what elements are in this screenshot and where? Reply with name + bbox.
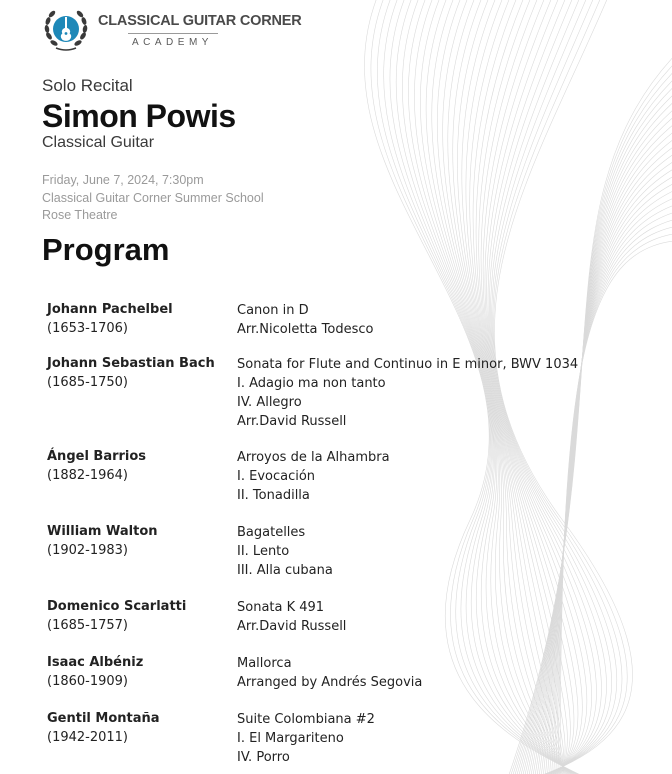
work-details (237, 523, 647, 580)
work-line: I. Adagio ma non tanto (237, 376, 386, 391)
composer (47, 523, 232, 560)
work-details (237, 654, 647, 692)
work-line: III. Alla cubana (237, 563, 333, 578)
work-title: Mallorca (237, 656, 292, 671)
composer-name: Isaac Albéniz (47, 655, 144, 670)
composer-dates: (1902-1983) (47, 543, 129, 558)
performer-name: Simon Powis (42, 98, 236, 134)
event-name: Classical Guitar Corner Summer School (42, 190, 264, 205)
composer-name: Domenico Scarlatti (47, 599, 187, 614)
work-line: Arr.Nicoletta Todesco (237, 322, 374, 337)
logo-divider (128, 33, 218, 34)
composer-dates: (1882-1964) (47, 468, 129, 483)
composer-dates: (1942-2011) (47, 730, 129, 745)
composer-name: Ángel Barrios (47, 449, 147, 464)
composer (47, 598, 232, 635)
composer-dates: (1653-1706) (47, 321, 129, 336)
event-venue: Rose Theatre (42, 208, 118, 222)
work-title: Sonata for Flute and Continuo in E minor, BWV 1034 (237, 357, 579, 372)
work-line: Arr.David Russell (237, 619, 347, 634)
work-title: Suite Colombiana #2 (237, 712, 375, 727)
work-title: Bagatelles (237, 525, 306, 540)
instrument: Classical Guitar (42, 134, 155, 151)
work-line: Arranged by Andrés Segovia (237, 675, 423, 690)
work-details (237, 355, 647, 431)
composer (47, 710, 232, 747)
work-title: Sonata K 491 (237, 600, 325, 615)
work-line: I. Evocación (237, 469, 316, 484)
work-line: IV. Allegro (237, 395, 302, 410)
work-title: Canon in D (237, 303, 309, 318)
composer-dates: (1685-1750) (47, 375, 129, 390)
work-details (237, 710, 647, 767)
composer (47, 654, 232, 691)
work-line: IV. Porro (237, 750, 290, 765)
academy-name: CLASSICAL GUITAR CORNER (98, 13, 302, 29)
composer-name: Johann Pachelbel (47, 302, 173, 317)
work-details (237, 448, 647, 505)
composer-name: Johann Sebastian Bach (47, 356, 215, 371)
composer (47, 355, 232, 392)
academy-logo (42, 6, 302, 54)
work-details (237, 598, 647, 636)
work-line: II. Tonadilla (237, 488, 310, 503)
composer (47, 448, 232, 485)
event-date: Friday, June 7, 2024, 7:30pm (42, 173, 204, 187)
composer-dates: (1685-1757) (47, 618, 129, 633)
work-line: II. Lento (237, 544, 290, 559)
composer-name: Gentil Montaña (47, 711, 160, 726)
recital-type: Solo Recital (42, 76, 133, 95)
work-title: Arroyos de la Alhambra (237, 450, 390, 465)
guitar-laurel-icon (42, 6, 90, 54)
program-heading: Program (42, 232, 170, 267)
academy-subtitle: ACADEMY (132, 37, 213, 48)
composer (47, 301, 232, 338)
work-line: I. El Margariteno (237, 731, 344, 746)
event-details (42, 172, 264, 225)
work-line: Arr.David Russell (237, 414, 347, 429)
composer-name: William Walton (47, 524, 158, 539)
composer-dates: (1860-1909) (47, 674, 129, 689)
work-details (237, 301, 647, 339)
